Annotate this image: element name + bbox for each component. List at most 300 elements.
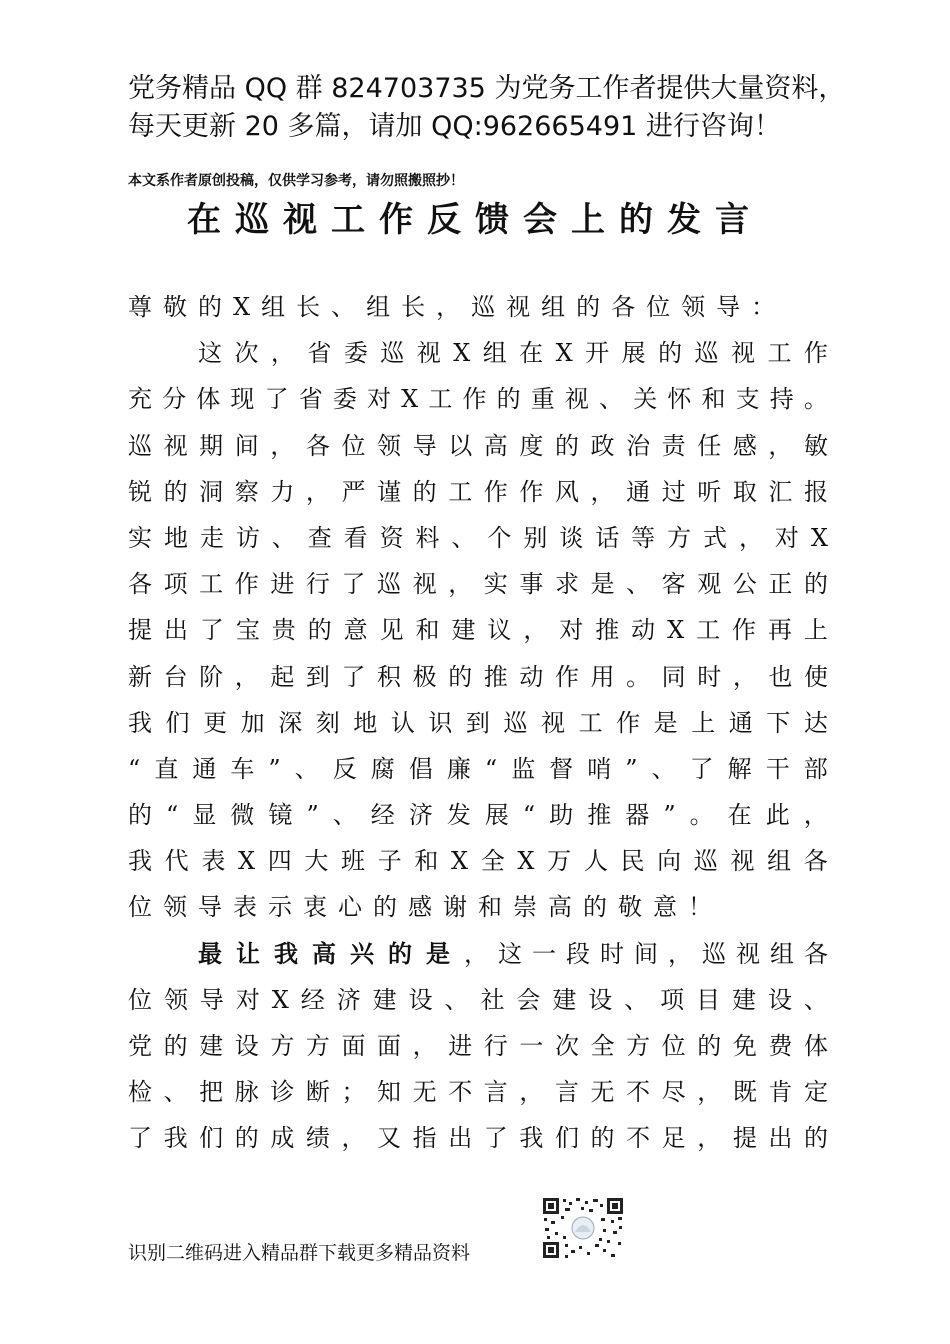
char: 位 — [661, 1032, 686, 1060]
char: 的 — [590, 1124, 615, 1153]
char: 万 — [547, 847, 572, 876]
char: 看 — [343, 523, 368, 552]
char: 导 — [412, 431, 437, 460]
char: 别 — [523, 523, 548, 552]
char: 开 — [585, 339, 610, 368]
char: 的 — [803, 1124, 828, 1153]
char: 会 — [516, 985, 541, 1014]
char: 显 — [192, 801, 217, 830]
paragraph-lead-line — [128, 931, 828, 977]
char: ” — [663, 801, 676, 830]
char: ， — [412, 1032, 437, 1060]
body-line — [128, 469, 828, 515]
char: 间 — [634, 939, 658, 968]
char: ， — [738, 523, 763, 552]
char: 费 — [768, 1032, 793, 1060]
char: 、 — [626, 570, 651, 599]
char: 微 — [230, 801, 255, 830]
char: 推 — [595, 616, 620, 645]
qr-code-icon[interactable] — [541, 1196, 625, 1260]
char: 台 — [163, 662, 188, 691]
char: 的 — [803, 570, 828, 599]
char: 建 — [199, 1032, 224, 1060]
char: 、 — [271, 523, 296, 552]
char: 成 — [270, 1124, 295, 1153]
char: 言 — [483, 1078, 508, 1107]
char: 。 — [803, 385, 828, 414]
char: 察 — [234, 477, 259, 506]
char: 断 — [305, 1078, 330, 1107]
char: ” — [625, 754, 638, 783]
char: 出 — [163, 616, 188, 645]
char: 上 — [691, 708, 716, 737]
char: 、 — [163, 1078, 188, 1107]
char: 组 — [770, 939, 794, 968]
char: 督 — [549, 754, 574, 783]
bold-lead-text — [198, 931, 450, 977]
char: ， — [523, 616, 548, 645]
char: 不 — [626, 1078, 651, 1107]
char: 班 — [341, 847, 366, 876]
char: 不 — [448, 1078, 473, 1107]
char: 敏 — [803, 431, 828, 460]
char: 全 — [590, 1032, 615, 1060]
char: 作 — [803, 339, 828, 368]
char: 委 — [343, 339, 368, 368]
char: 社 — [480, 985, 505, 1014]
char: 料 — [415, 523, 440, 552]
char: 、 — [624, 985, 649, 1014]
char: 。 — [689, 801, 714, 830]
char: 视 — [163, 431, 188, 460]
char: 工 — [448, 477, 473, 506]
char: 工 — [199, 570, 224, 599]
char: 体 — [196, 385, 221, 414]
char: 地 — [353, 708, 378, 737]
char: 力 — [270, 477, 295, 506]
char: ， — [448, 570, 473, 599]
char: 在 — [519, 339, 544, 368]
char: 出 — [448, 1124, 473, 1153]
char: ， — [732, 662, 757, 691]
promo-line-2: 每天更新 20 多篇，请加 QQ:962665491 进行咨询！ — [128, 111, 781, 142]
char: 腐 — [370, 754, 395, 783]
char: 既 — [732, 1078, 757, 1107]
char: 认 — [390, 708, 415, 737]
char: 政 — [590, 431, 615, 460]
char: 脉 — [234, 1078, 259, 1107]
char: 领 — [163, 985, 188, 1014]
char: 报 — [803, 477, 828, 506]
char: ， — [697, 1124, 722, 1153]
char: 面 — [377, 1032, 402, 1060]
char: 刻 — [315, 708, 340, 737]
char: 位 — [128, 985, 152, 1014]
char: 定 — [803, 1078, 828, 1107]
char: 起 — [270, 662, 295, 691]
char: 不 — [626, 1124, 651, 1153]
char: 作 — [483, 477, 508, 506]
char: 大 — [304, 847, 329, 876]
char: X — [810, 523, 828, 552]
copyright-notice: 本文系作者原创投稿，仅供学习参考，请勿照搬照抄！ — [128, 173, 464, 189]
char: 反 — [332, 754, 357, 783]
char: X — [555, 339, 573, 368]
char: 到 — [465, 708, 490, 737]
char: 视 — [416, 339, 441, 368]
char: 持 — [769, 385, 794, 414]
char: 无 — [590, 1078, 615, 1107]
char: 意 — [343, 616, 368, 645]
char: 视 — [412, 570, 437, 599]
char: 地 — [163, 523, 188, 552]
char: 子 — [377, 847, 402, 876]
char: 绩 — [305, 1124, 330, 1153]
char: 省 — [307, 339, 332, 368]
char: 的 — [234, 1124, 259, 1153]
char: 使 — [803, 662, 828, 691]
char: 我 — [163, 1124, 188, 1153]
char: 监 — [511, 754, 536, 783]
char: 了 — [199, 616, 224, 645]
body-line — [128, 376, 828, 422]
char: 巡 — [694, 339, 719, 368]
char: 解 — [727, 754, 752, 783]
char: 间 — [234, 431, 259, 460]
char: X — [271, 985, 289, 1014]
char: ， — [668, 939, 692, 968]
char: 省 — [298, 385, 323, 414]
char: 达 — [803, 708, 828, 737]
char: 行 — [305, 570, 330, 599]
char: 对 — [235, 985, 260, 1014]
char: 视 — [730, 339, 755, 368]
char: 是 — [590, 570, 615, 599]
char: 工 — [696, 616, 721, 645]
char: 正 — [768, 570, 793, 599]
char: ， — [234, 662, 259, 691]
char: 作 — [462, 385, 487, 414]
char: 用 — [590, 662, 615, 691]
char: 各 — [128, 570, 152, 599]
char: 一 — [532, 939, 556, 968]
char: 导 — [199, 985, 224, 1014]
char: 我 — [128, 847, 152, 876]
char: 代 — [164, 847, 189, 876]
char: 对 — [559, 616, 584, 645]
char: 进 — [448, 1032, 473, 1060]
char: 这 — [198, 339, 222, 368]
char: 作 — [616, 708, 641, 737]
char: 免 — [732, 1032, 757, 1060]
char: “ — [128, 754, 141, 783]
document-body — [128, 284, 828, 1162]
char: 组 — [767, 847, 792, 876]
char: 发 — [446, 801, 471, 830]
char: 了 — [483, 1124, 508, 1153]
char: 通 — [728, 708, 753, 737]
char: 责 — [661, 431, 686, 460]
char: ， — [270, 431, 295, 460]
char: 无 — [412, 1078, 437, 1107]
char: 分 — [162, 385, 187, 414]
char: 党 — [128, 1032, 152, 1060]
char: 建 — [372, 985, 397, 1014]
char: 们 — [165, 708, 190, 737]
char: 全 — [480, 847, 505, 876]
char: 展 — [621, 339, 646, 368]
char: 设 — [408, 985, 433, 1014]
char: 议 — [487, 616, 512, 645]
char: 直 — [154, 754, 179, 783]
char: 建 — [732, 985, 757, 1014]
char: 位 — [341, 431, 366, 460]
char: 对 — [774, 523, 799, 552]
char: 求 — [554, 570, 579, 599]
char: 、 — [599, 385, 624, 414]
char: X — [453, 339, 471, 368]
char: 关 — [633, 385, 658, 414]
char: 充 — [128, 385, 152, 414]
char: 视 — [564, 385, 589, 414]
char: 部 — [803, 754, 828, 783]
char: 到 — [305, 662, 330, 691]
body-line — [128, 330, 828, 376]
char: 又 — [377, 1124, 402, 1153]
promo-line-1: 党务精品 QQ 群 824703735 为党务工作者提供大量资料， — [128, 73, 846, 104]
char: X — [237, 847, 256, 876]
char: 锐 — [128, 477, 152, 506]
char: 的 — [554, 431, 579, 460]
char: 镜 — [268, 801, 293, 830]
char: 次 — [554, 1032, 579, 1060]
char: 再 — [767, 616, 792, 645]
char: 、 — [444, 985, 469, 1014]
char: 期 — [199, 431, 224, 460]
char: 个 — [487, 523, 512, 552]
char: 查 — [307, 523, 332, 552]
body-line — [128, 607, 828, 653]
char: X — [667, 616, 685, 645]
char: 资 — [379, 523, 404, 552]
char: 支 — [735, 385, 760, 414]
char: 时 — [600, 939, 624, 968]
char: 度 — [519, 431, 544, 460]
char: 实 — [483, 570, 508, 599]
char: 通 — [626, 477, 651, 506]
char: 观 — [697, 570, 722, 599]
char: 的 — [128, 801, 152, 830]
char: 们 — [554, 1124, 579, 1153]
char: 和 — [701, 385, 726, 414]
char: 巡 — [380, 339, 405, 368]
body-line — [128, 1115, 828, 1161]
char: 的 — [388, 938, 412, 968]
char: 们 — [199, 1124, 224, 1153]
char: 哨 — [587, 754, 612, 783]
char: 高 — [483, 431, 508, 460]
char: 推 — [483, 662, 508, 691]
char: 知 — [377, 1078, 402, 1107]
char: 方 — [270, 1032, 295, 1060]
char: 识 — [428, 708, 453, 737]
char: 言 — [554, 1078, 579, 1107]
char: 的 — [496, 385, 521, 414]
char: 是 — [653, 708, 678, 737]
char: 项 — [163, 570, 188, 599]
char: 建 — [552, 985, 577, 1014]
char: 器 — [625, 801, 650, 830]
char: 的 — [307, 616, 332, 645]
char: 谈 — [559, 523, 584, 552]
promo-header — [128, 70, 868, 146]
char: 和 — [415, 616, 440, 645]
char: 四 — [267, 847, 292, 876]
char: 过 — [661, 477, 686, 506]
char: 人 — [583, 847, 608, 876]
char: 式 — [703, 523, 727, 552]
char: 作 — [732, 616, 757, 645]
char: 、 — [332, 801, 357, 830]
char: 更 — [203, 708, 228, 737]
char: 任 — [697, 431, 722, 460]
char: 下 — [766, 708, 791, 737]
char: 检 — [128, 1078, 152, 1107]
char: 体 — [803, 1032, 828, 1060]
body-line — [128, 838, 828, 884]
char: 诊 — [270, 1078, 295, 1107]
char: ” — [268, 754, 281, 783]
char: 积 — [377, 662, 402, 691]
char: 同 — [661, 662, 686, 691]
char: 实 — [128, 523, 152, 552]
char: 治 — [626, 431, 651, 460]
char: 济 — [336, 985, 361, 1014]
char: 重 — [530, 385, 555, 414]
char: 新 — [128, 662, 152, 691]
char: 取 — [732, 477, 757, 506]
char: 济 — [408, 801, 433, 830]
char: 的 — [412, 477, 437, 506]
char: 通 — [192, 754, 217, 783]
char: 行 — [483, 1032, 508, 1060]
char: ” — [306, 801, 319, 830]
char: 洞 — [199, 477, 224, 506]
char: 我 — [519, 1124, 544, 1153]
char: 感 — [732, 431, 757, 460]
char: 极 — [412, 662, 437, 691]
char: 时 — [697, 662, 722, 691]
char: 宝 — [235, 616, 260, 645]
char: 高 — [312, 938, 336, 968]
char: 项 — [660, 985, 685, 1014]
body-line — [128, 746, 828, 792]
char: ， — [768, 431, 793, 460]
char: 肯 — [768, 1078, 793, 1107]
char: 访 — [235, 523, 260, 552]
char: 客 — [661, 570, 686, 599]
char: 的 — [163, 1032, 188, 1060]
body-line — [128, 700, 828, 746]
char: 经 — [370, 801, 395, 830]
char: ； — [341, 1078, 366, 1107]
char: 领 — [377, 431, 402, 460]
char: 和 — [414, 847, 439, 876]
char: ， — [270, 339, 295, 368]
char: 在 — [727, 801, 752, 830]
char: 方 — [626, 1032, 651, 1060]
char: 把 — [199, 1078, 224, 1107]
char: 我 — [128, 708, 152, 737]
char: 表 — [201, 847, 226, 876]
char: “ — [522, 801, 536, 830]
char: 此 — [765, 801, 790, 830]
char: 上 — [803, 616, 828, 645]
char: 提 — [128, 616, 152, 645]
char: 段 — [566, 939, 590, 968]
char: X — [451, 847, 469, 876]
char: 贵 — [271, 616, 296, 645]
char: ， — [590, 477, 615, 506]
char: “ — [166, 801, 179, 830]
char: 阶 — [199, 662, 224, 691]
char: ， — [519, 1078, 544, 1107]
char: 视 — [736, 939, 760, 968]
char: 巡 — [503, 708, 528, 737]
char: ， — [305, 477, 330, 506]
char: 我 — [274, 938, 298, 968]
body-line — [128, 561, 828, 607]
char: 干 — [765, 754, 790, 783]
char: 作 — [234, 570, 259, 599]
char: 最 — [198, 938, 222, 968]
char: 方 — [667, 523, 692, 552]
body-line: 位领导表示衷心的感谢和崇高的敬意！ — [128, 893, 723, 922]
char: 了 — [341, 662, 366, 691]
body-line — [128, 654, 828, 700]
char: 次 — [234, 339, 259, 368]
char: 兴 — [350, 938, 374, 968]
char: 建 — [451, 616, 476, 645]
char: 了 — [128, 1124, 152, 1153]
char: 经 — [300, 985, 325, 1014]
char: 出 — [768, 1124, 793, 1153]
lead-rest-text — [464, 931, 828, 977]
char: 汇 — [768, 477, 793, 506]
char: X — [517, 847, 535, 876]
char: 巡 — [702, 939, 726, 968]
char: ， — [341, 1124, 366, 1153]
char: 等 — [631, 523, 656, 552]
char: 公 — [732, 570, 757, 599]
char: “ — [484, 754, 498, 783]
char: 足 — [661, 1124, 686, 1153]
char: 展 — [484, 801, 509, 830]
char: 推 — [587, 801, 612, 830]
char: 巡 — [128, 431, 152, 460]
char: 怀 — [667, 385, 692, 414]
char: 、 — [294, 754, 319, 783]
char: 加 — [240, 708, 265, 737]
body-line — [128, 1023, 828, 1069]
char: 尽 — [661, 1078, 686, 1107]
char: 作 — [554, 662, 579, 691]
char: 动 — [631, 616, 656, 645]
char: 助 — [549, 801, 574, 830]
char: 倡 — [408, 754, 433, 783]
document-title: 在巡视工作反馈会上的发言 — [187, 200, 763, 240]
char: 廉 — [446, 754, 471, 783]
